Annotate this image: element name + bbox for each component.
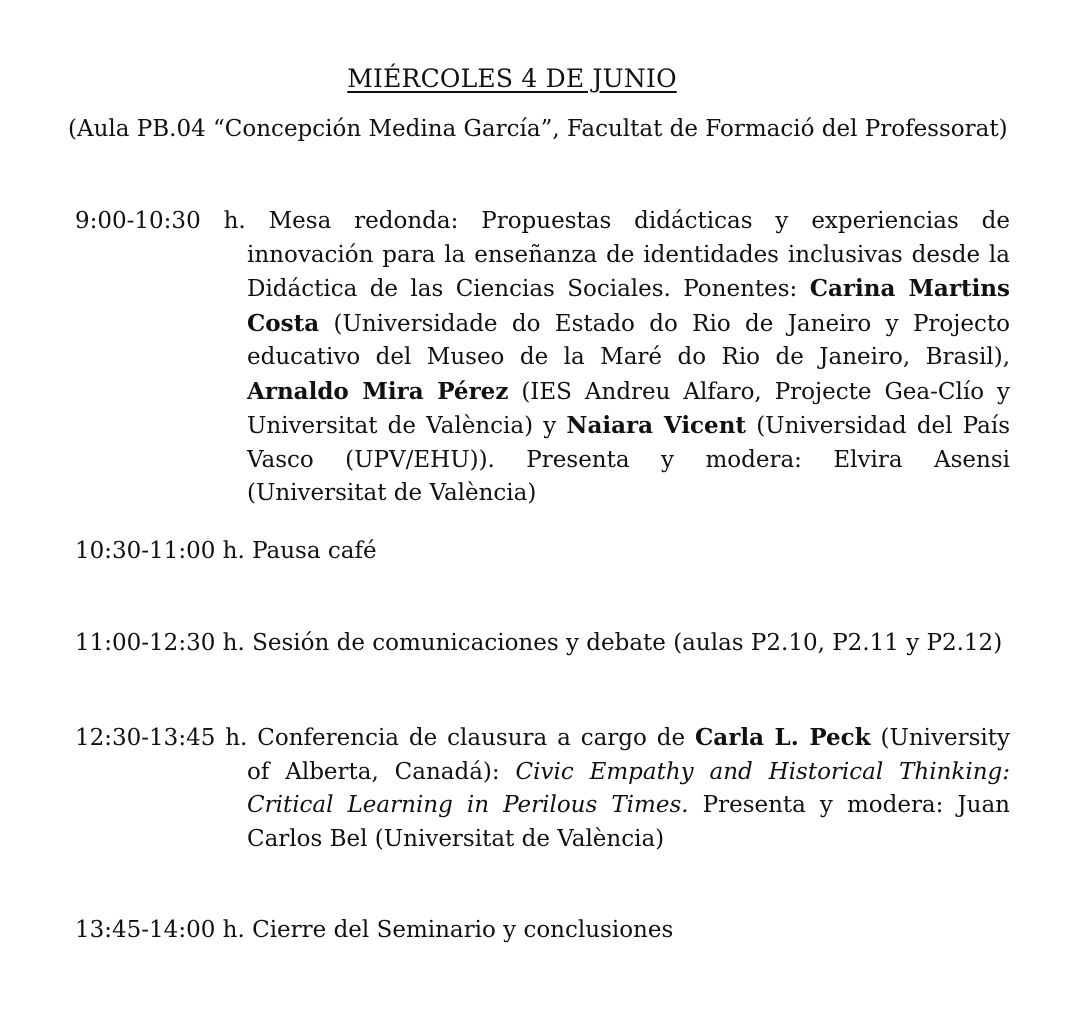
session-text: Conferencia de clausura a cargo de: [257, 725, 695, 751]
session-text: Cierre del Seminario y conclusiones: [252, 917, 674, 943]
session-closing-lecture: [75, 721, 1010, 856]
session-text: Presenta y modera: Juan Carlos Bel (Universitat de València): [247, 792, 1010, 852]
lecture-title: Civic Empathy and Historical Thinking: Critical Learning in Perilous Times.: [247, 758, 1010, 818]
day-title: MIÉRCOLES 4 DE JUNIO: [347, 64, 677, 93]
session-time: 9:00-10:30 h.: [75, 208, 246, 234]
session-text: (IES Andreu Alfaro, Projecte Gea-Clío y Universitat de València) y: [247, 378, 1011, 439]
session-coffee-break: [75, 535, 1010, 569]
session-time: 10:30-11:00 h.: [75, 538, 245, 564]
session-time: 12:30-13:45 h.: [75, 725, 248, 751]
session-time: 13:45-14:00 h.: [75, 917, 245, 943]
session-text: (Universidade do Estado do Rio de Janeiro y Projecto educativo del Museo de la Maré do Rio de Janeiro, Brasil),: [247, 310, 1010, 370]
venue-line: (Aula PB.04 “Concepción Medina García”, Facultat de Formació del Professorat): [68, 116, 1008, 142]
speaker-name: Carla L. Peck: [695, 724, 871, 751]
session-text: Mesa redonda: Propuestas didácticas y experiencias de innovación para la enseñanza de identidades inclusivas desde la Didáctica de las Ciencias Sociales. Ponentes:: [247, 208, 1010, 302]
session-time: 11:00-12:30 h.: [75, 630, 245, 656]
speaker-name: Arnaldo Mira Pérez: [247, 377, 509, 405]
session-text: (University of Alberta, Canadá):: [247, 725, 1010, 785]
speaker-name: Carina Martins Costa: [247, 275, 1010, 337]
speaker-name: Naiara Vicent: [566, 412, 747, 439]
session-text: (Universidad del País Vasco (UPV/EHU)). Presenta y modera: Elvira Asensi (Universitat de València): [247, 413, 1010, 506]
session-round-table: [75, 205, 1010, 511]
session-communications: [75, 627, 1010, 661]
session-closing: [75, 914, 1010, 948]
session-text: Pausa café: [252, 538, 377, 564]
session-text: Sesión de comunicaciones y debate (aulas P2.10, P2.11 y P2.12): [252, 630, 1003, 656]
